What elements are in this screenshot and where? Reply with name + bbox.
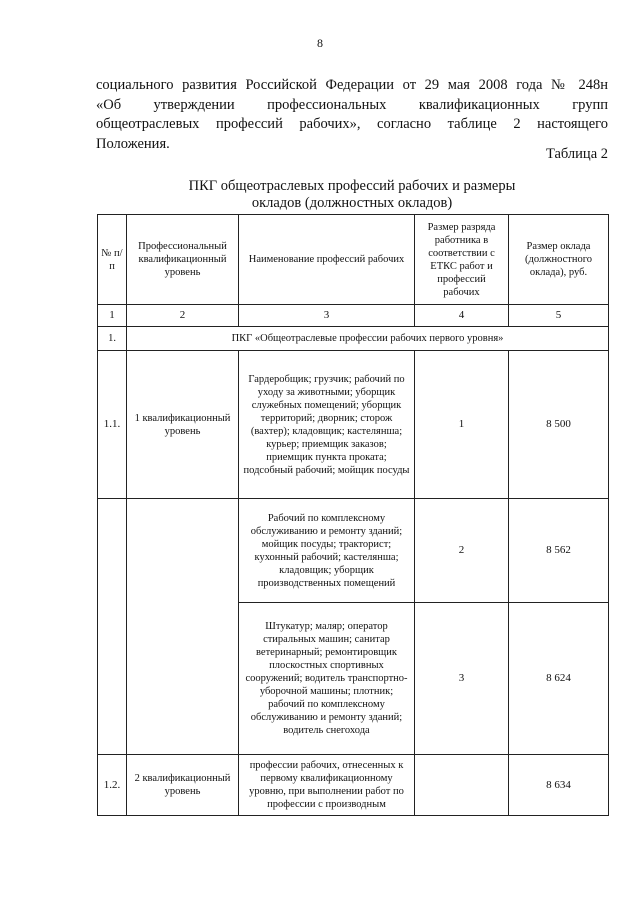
- group-title: ПКГ «Общеотраслевые профессии рабочих первого уровня»: [127, 327, 609, 351]
- page-number: 8: [317, 36, 323, 50]
- table-title-line-2: окладов (должностных окладов): [251, 195, 453, 211]
- table-title: [96, 178, 608, 212]
- header-num: № п/п: [98, 215, 127, 305]
- header-professions: Наименование профессий рабочих: [239, 215, 415, 305]
- row-level: 2 квалификационный уровень: [127, 755, 239, 816]
- row-professions: Штукатур; маляр; оператор стиральных машин; санитар ветеринарный; ремонтировщик плоскостных спортивных сооружений; водитель транспортно-уборочной машины; плотник; рабочий по комплексному обслуживанию и ремонту зданий; водитель снегохода: [239, 603, 415, 755]
- row-professions: профессии рабочих, отнесенных к первому квалификационному уровню, при выполнении работ по профессии с производным: [239, 755, 415, 816]
- intro-paragraph: [96, 76, 608, 154]
- group-num: 1.: [98, 327, 127, 351]
- row-grade: [415, 755, 509, 816]
- intro-line-4: Положения.: [96, 135, 170, 152]
- column-number: 4: [415, 305, 509, 327]
- salary-table: [97, 214, 609, 816]
- group-row: [98, 327, 609, 351]
- intro-line-2: «Об утверждении профессиональных квалификационных групп: [96, 96, 608, 113]
- row-level: 1 квалификационный уровень: [127, 351, 239, 499]
- row-professions: Рабочий по комплексному обслуживанию и ремонту зданий; мойщик посуды; тракторист; кухонный рабочий; кастелянша; кладовщик; уборщик производственных помещений: [239, 499, 415, 603]
- table-row: [98, 499, 609, 603]
- row-salary: 8 634: [509, 755, 609, 816]
- row-salary: 8 500: [509, 351, 609, 499]
- intro-line-3: общеотраслевых профессий рабочих», согласно таблице 2 настоящего: [96, 116, 608, 132]
- header-grade: Размер разряда работника в соответствии с ЕТКС работ и профессий рабочих: [415, 215, 509, 305]
- row-salary: 8 562: [509, 499, 609, 603]
- table-title-line-1: ПКГ общеотраслевых профессий рабочих и размеры: [188, 178, 516, 194]
- row-grade: 2: [415, 499, 509, 603]
- row-num: 1.1.: [98, 351, 127, 499]
- row-grade: 1: [415, 351, 509, 499]
- header-salary: Размер оклада (должностного оклада), руб.: [509, 215, 609, 305]
- column-number: 3: [239, 305, 415, 327]
- column-number: 2: [127, 305, 239, 327]
- header-level: Профессиональный квалификационный уровень: [127, 215, 239, 305]
- row-salary: 8 624: [509, 603, 609, 755]
- table-header-row: [98, 215, 609, 305]
- row-professions: Гардеробщик; грузчик; рабочий по уходу за животными; уборщик служебных помещений; уборщик территорий; дворник; сторож (вахтер); кладовщик; кастелянша; курьер; приемщик заказов; приемщик пункта проката; подсобный рабочий; мойщик посуды: [239, 351, 415, 499]
- row-num: 1.2.: [98, 755, 127, 816]
- row-grade: 3: [415, 603, 509, 755]
- intro-line-1: социального развития Российской Федерации от 29 мая 2008 года № 248н: [96, 77, 608, 93]
- row-level-empty: [127, 499, 239, 755]
- table-label: Таблица 2: [545, 146, 608, 162]
- table-row: [98, 351, 609, 499]
- row-num-empty: [98, 499, 127, 755]
- column-number: 5: [509, 305, 609, 327]
- column-number: 1: [98, 305, 127, 327]
- column-number-row: [98, 305, 609, 327]
- table-row: [98, 755, 609, 816]
